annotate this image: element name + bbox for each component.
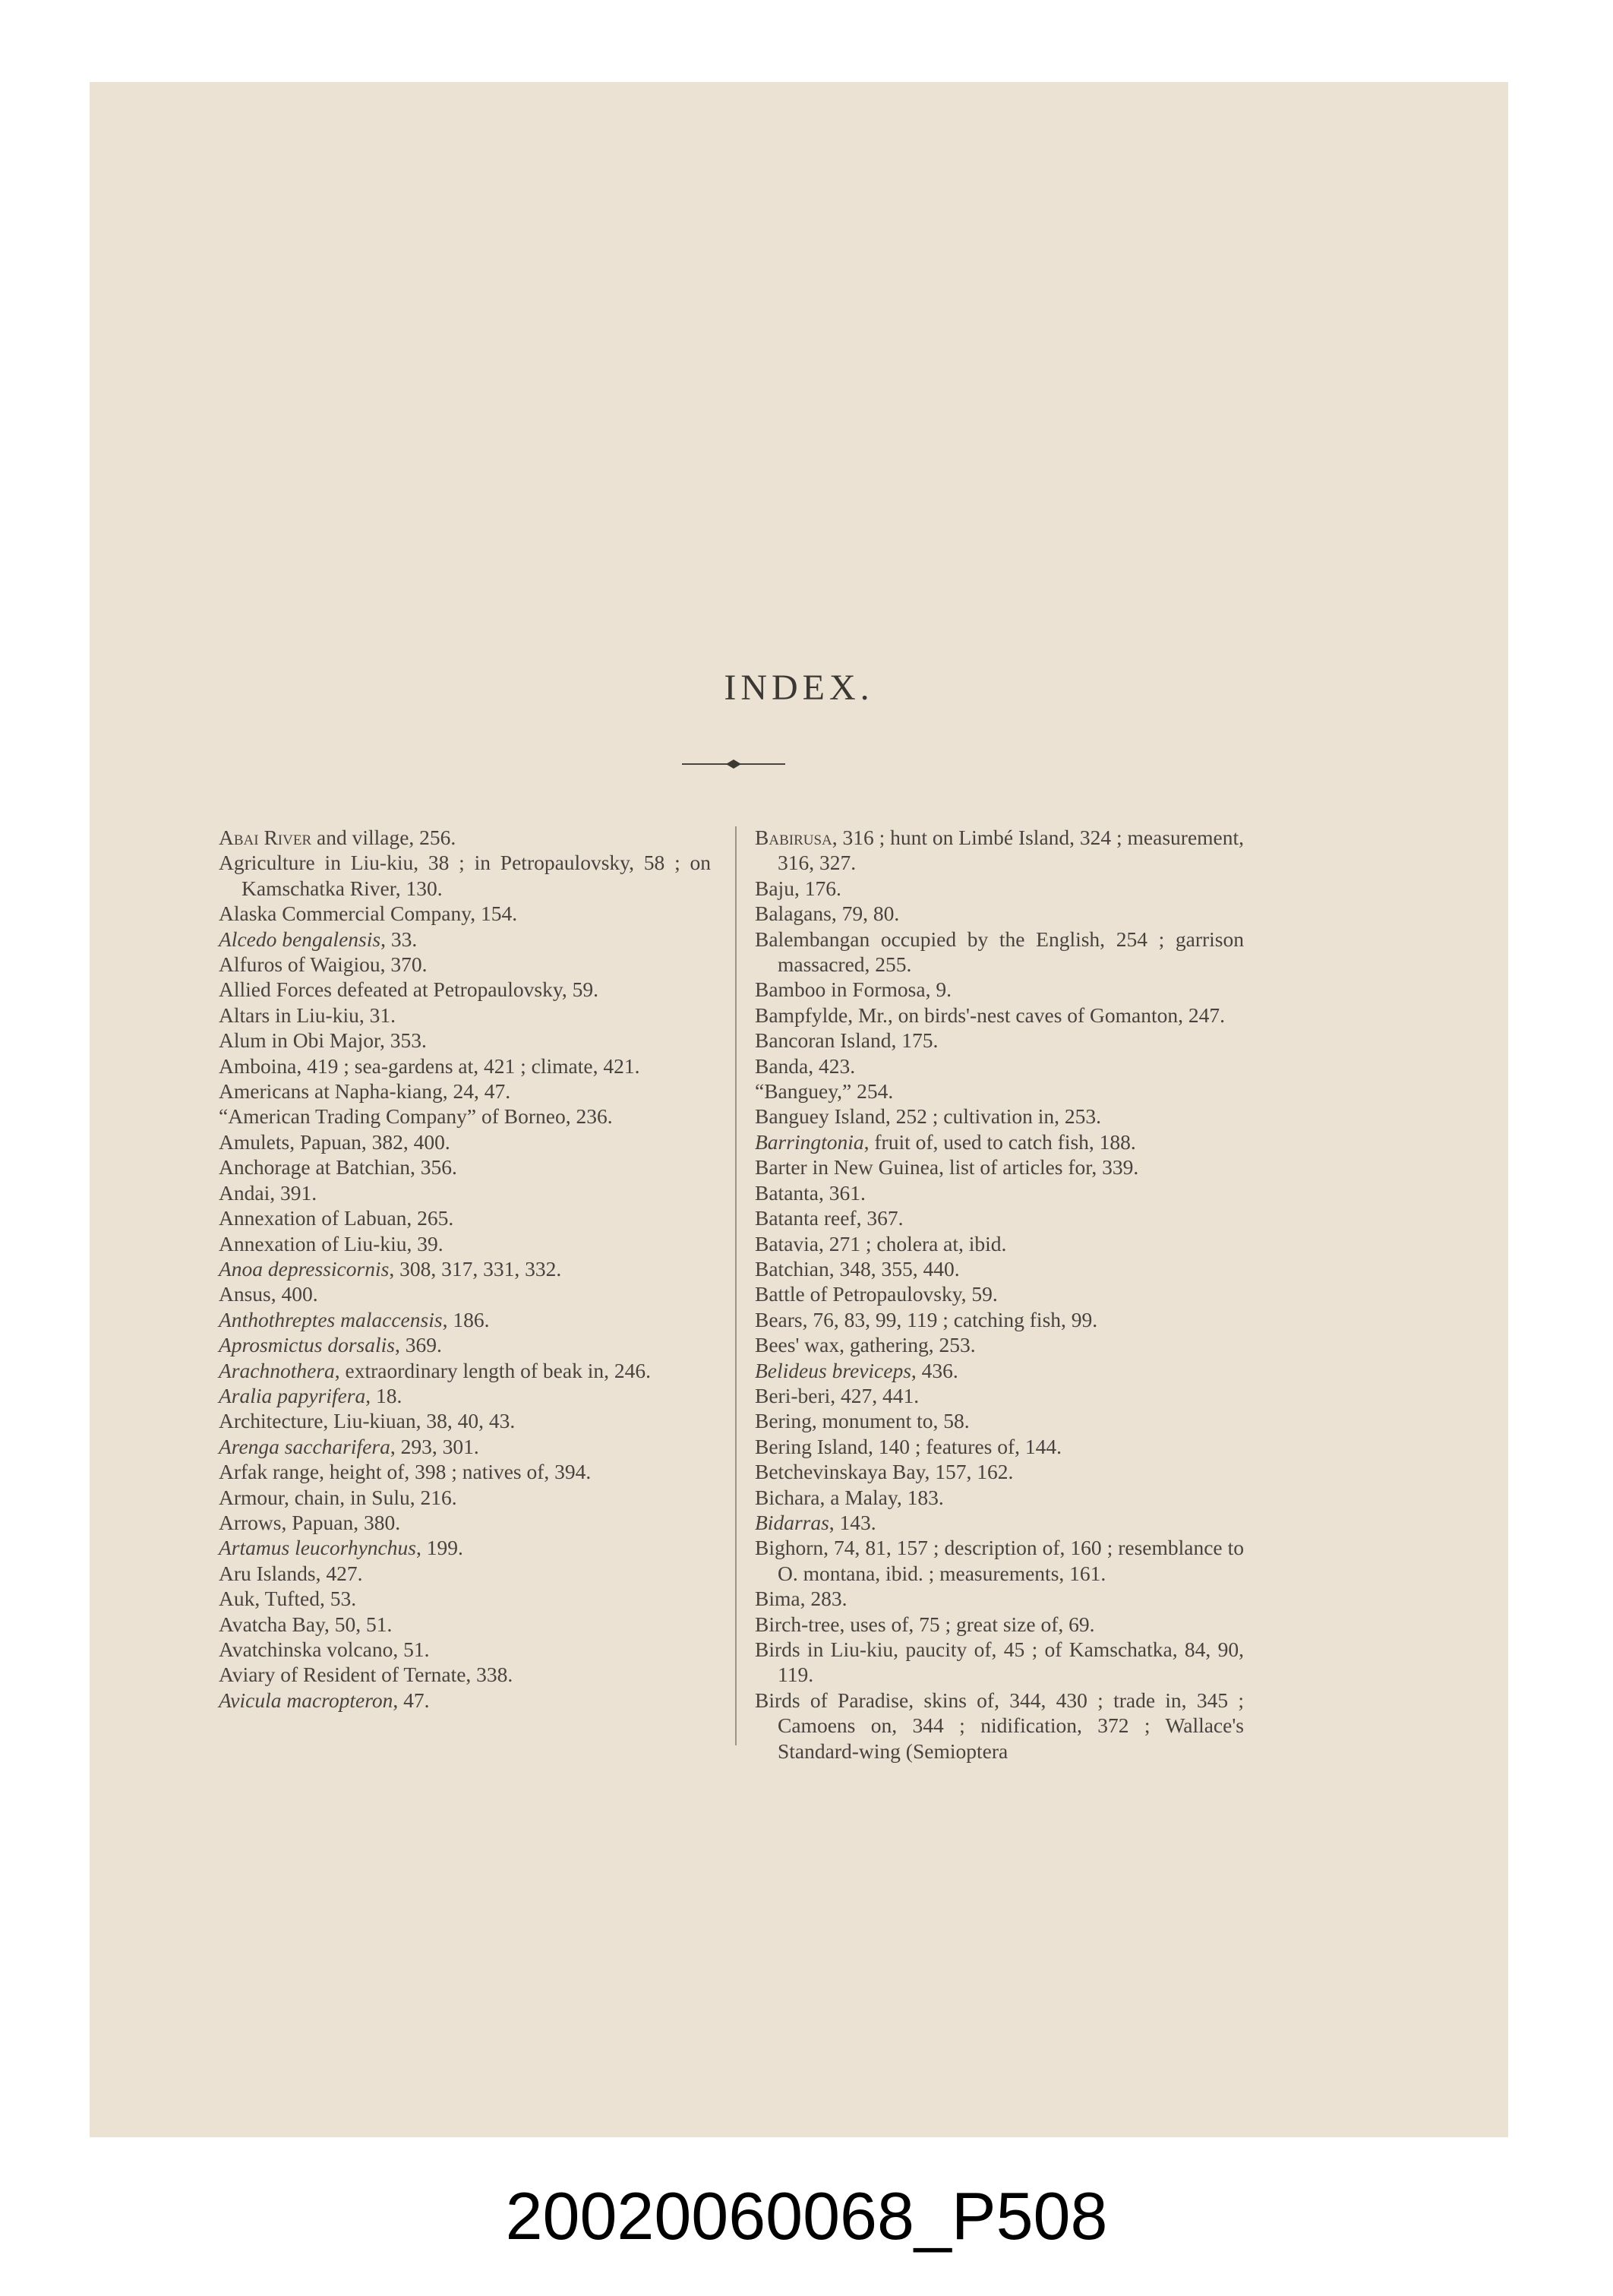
index-entry (219, 1459, 711, 1484)
index-entry-heading: Bighorn (755, 1536, 824, 1560)
index-entry-heading: Bidarras (755, 1510, 829, 1534)
index-entry (755, 1383, 1244, 1408)
index-entry (755, 1231, 1244, 1256)
index-entry-locators: , gathering, 253. (839, 1333, 976, 1357)
index-entry-locators: at Napha-kiang, 24, 47. (309, 1079, 511, 1104)
index-entry-heading: Belideus breviceps (755, 1358, 911, 1382)
index-entry-locators: , 293, 301. (390, 1434, 479, 1458)
index-entry (219, 1510, 711, 1535)
index-entry (755, 1586, 1244, 1611)
index-entry-locators: , 419 ; sea-gardens at, 421 ; climate, 421. (296, 1053, 640, 1078)
index-entry-heading: Allied Forces (219, 977, 332, 1002)
index-entry (219, 927, 711, 952)
title-ornament (682, 756, 785, 772)
index-entry (755, 1154, 1244, 1180)
index-entry (219, 1332, 711, 1357)
index-entry-locators: , monument to, 58. (811, 1409, 970, 1433)
index-entry-locators: of Labuan, 265. (316, 1206, 454, 1230)
index-entry (755, 825, 1244, 876)
index-entry-heading: Avatchinska volcano (219, 1638, 393, 1661)
index-entry-heading: Birds (755, 1638, 800, 1661)
index-entry-locators: in Obi Major, 353. (266, 1028, 427, 1053)
index-entry-locators: , 271 ; cholera at, ibid. (819, 1231, 1007, 1255)
index-entry (755, 927, 1244, 977)
index-entry-heading: Americans (219, 1079, 310, 1104)
index-entry (219, 1612, 711, 1637)
index-entry-heading: Alfuros (219, 952, 283, 977)
index-entry-locators: , 176. (794, 876, 841, 900)
index-entry-locators: , 369. (395, 1333, 442, 1357)
index-entry-locators: , 76, 83, 99, 119 ; catching fish, 99. (802, 1307, 1098, 1331)
index-entry (219, 1408, 711, 1433)
index-entry-heading: Alum (219, 1028, 267, 1053)
index-entry-locators: defeated at Petropaulovsky, 59. (331, 977, 598, 1002)
index-entry-locators: in Liu-kiu, paucity of, 45 ; of Kamschatka, 84, 90, 119. (778, 1638, 1244, 1687)
index-entry-locators: , Papuan, 382, 400. (289, 1129, 450, 1154)
index-entry-heading: Amboina (219, 1053, 297, 1078)
index-entry-locators: , 74, 81, 157 ; description of, 160 ; resemblance to O. montana, ibid. ; measurements, 161. (778, 1536, 1244, 1585)
index-entry-heading: Aviary (219, 1663, 276, 1687)
index-entry-locators: , Tufted, 53. (254, 1587, 357, 1611)
index-entry-locators: , 423. (808, 1053, 856, 1078)
index-entry-heading: Alcedo bengalensis (219, 927, 381, 951)
index-entry-locators: , 367. (856, 1206, 904, 1230)
index-entry-locators: , chain, in Sulu, 216. (283, 1485, 457, 1509)
index-entry-heading: “Banguey,” (755, 1079, 852, 1104)
index-entry-heading: Bears (755, 1307, 803, 1331)
index-entry-locators: , 252 ; cultivation in, 253. (885, 1104, 1101, 1129)
index-entry-heading: Auk (219, 1587, 255, 1611)
index-entry (755, 1434, 1244, 1459)
index-entry (219, 850, 711, 901)
index-entry-heading: Batanta reef (755, 1206, 857, 1230)
index-entry-locators: of Waigiou, 370. (283, 952, 428, 977)
index-entry (755, 1003, 1244, 1028)
index-entry-locators: in Liu-kiu, 31. (270, 1003, 396, 1027)
index-entry-heading: Aprosmictus dorsalis (219, 1333, 395, 1357)
index-entry-heading: Aru Islands (219, 1561, 316, 1585)
index-entry-locators: in New Guinea, list of articles for, 339. (806, 1155, 1139, 1180)
index-entry-locators: , Papuan, 380. (281, 1510, 401, 1534)
index-entry-heading: Agriculture (219, 851, 315, 875)
index-entry-heading: Bamboo (755, 977, 826, 1002)
index-entry-locators: , 175. (891, 1028, 939, 1053)
index-entry-locators: , 316 ; hunt on Limbé Island, 324 ; measurement, 316, 327. (778, 826, 1245, 875)
index-entry-locators: , extraordinary length of beak in, 246. (334, 1358, 651, 1382)
index-entry-heading: Anthothreptes malaccensis (219, 1307, 443, 1331)
index-entry-heading: Annexation (219, 1231, 317, 1255)
index-entry (219, 1383, 711, 1408)
index-entry-locators: 254. (851, 1079, 894, 1104)
index-entry (219, 1079, 711, 1104)
index-entry-locators: in Liu-kiu, 38 ; in Petropaulovsky, 58 ; on Kamschatka River, 130. (241, 851, 711, 900)
index-entry-heading: Bering (755, 1409, 812, 1433)
index-entry (755, 1332, 1244, 1357)
image-id-caption: 20020060068_P508 (505, 2178, 1108, 2253)
index-entry (755, 1053, 1244, 1079)
index-entry-locators: of Petropaulovsky, 59. (804, 1282, 998, 1306)
index-entry-heading: Avicula macropteron (219, 1688, 393, 1712)
index-entry-locators: , 436. (911, 1358, 958, 1382)
index-column-left (219, 825, 711, 1713)
index-entry (755, 1637, 1244, 1688)
index-entry-heading: Anchorage (219, 1155, 311, 1180)
index-entry-locators: , 348, 355, 440. (829, 1256, 960, 1281)
index-entry-heading: “American Trading Company” (219, 1104, 477, 1129)
index-entry-locators: of Liu-kiu, 39. (316, 1231, 443, 1255)
index-entry (219, 1561, 711, 1586)
index-entry-heading: Beri-beri (755, 1383, 831, 1407)
index-entry (755, 1459, 1244, 1484)
index-entry-locators: , 391. (270, 1180, 317, 1205)
index-entry-locators: , skins of, 344, 430 ; trade in, 345 ; Camoens on, 344 ; nidification, 372 ; Wallace's Standard-wing (Semioptera (778, 1688, 1244, 1763)
index-entry-heading: Barringtonia (755, 1129, 864, 1154)
index-entry-heading: Barter (755, 1155, 807, 1180)
column-divider (735, 826, 737, 1745)
index-entry-heading: Baju (755, 876, 794, 900)
index-entry (219, 901, 711, 926)
index-entry-heading: Arrows (219, 1510, 282, 1534)
index-entry-heading: Battle (755, 1282, 805, 1306)
index-entry-heading: Babirusa (755, 826, 832, 849)
index-entry (219, 1256, 711, 1281)
index-entry (755, 977, 1244, 1002)
index-entry-heading: Balagans (755, 902, 832, 926)
index-entry (755, 1408, 1244, 1433)
index-entry-locators: , 400. (270, 1282, 318, 1306)
index-entry-locators: , 33. (380, 927, 418, 951)
index-entry-heading: Banguey Island (755, 1104, 885, 1129)
index-entry (219, 1028, 711, 1053)
index-entry-locators: , uses of, 75 ; great size of, 69. (839, 1612, 1095, 1636)
index-entry (755, 1485, 1244, 1510)
index-entry (219, 1434, 711, 1459)
index-entry-locators: , a Malay, 183. (819, 1485, 944, 1509)
page-title: INDEX. (724, 668, 874, 708)
index-entry-locators: , Liu-kiuan, 38, 40, 43. (323, 1409, 516, 1433)
index-entry (219, 952, 711, 977)
index-entry (755, 1281, 1244, 1306)
index-entry-locators: of Resident of Ternate, 338. (275, 1663, 513, 1687)
index-entry-locators: , height of, 398 ; natives of, 394. (319, 1460, 592, 1484)
index-entry-locators: , 154. (470, 902, 518, 926)
index-entry-locators: , 427. (315, 1561, 363, 1585)
index-entry (755, 1129, 1244, 1154)
index-entry-heading: Batavia (755, 1231, 819, 1255)
index-entry-locators: , 51. (393, 1638, 430, 1661)
index-entry (755, 1688, 1244, 1764)
index-entry-locators: , 50, 51. (324, 1612, 393, 1636)
index-entry-locators: at Batchian, 356. (310, 1155, 457, 1180)
index-entry (219, 1688, 711, 1713)
index-entry-locators: and village, 256. (311, 826, 456, 849)
index-entry-heading: Bancoran Island (755, 1028, 892, 1053)
index-entry-heading: Bichara (755, 1485, 820, 1509)
index-entry-locators: , 143. (829, 1510, 876, 1534)
index-entry (219, 1129, 711, 1154)
index-entry-heading: Betchevinskaya Bay (755, 1460, 925, 1484)
index-entry-heading: Amulets (219, 1129, 290, 1154)
index-entry-locators: , 79, 80. (831, 902, 900, 926)
index-entry-heading: Batanta (755, 1180, 819, 1205)
index-entry (755, 1307, 1244, 1332)
index-entry-heading: Birds of Paradise (755, 1688, 909, 1712)
index-entry (219, 1053, 711, 1079)
index-entry-heading: Arachnothera (219, 1358, 335, 1382)
index-entry-heading: Armour (219, 1485, 284, 1509)
index-entry (755, 1358, 1244, 1383)
index-entry-heading: Altars (219, 1003, 270, 1027)
index-entry (755, 876, 1244, 901)
index-entry-locators: , 427, 441. (830, 1383, 920, 1407)
index-entry-locators: , 140 ; features of, 144. (867, 1434, 1062, 1458)
index-entry (755, 1612, 1244, 1637)
index-entry (219, 977, 711, 1002)
index-entry-heading: Balembangan (755, 927, 870, 951)
index-entry-heading: Aralia papyrifera (219, 1383, 366, 1407)
index-entry (219, 1307, 711, 1332)
index-entry (219, 1358, 711, 1383)
index-entry-heading: Architecture (219, 1409, 324, 1433)
index-entry-locators: in Formosa, 9. (825, 977, 952, 1002)
index-entry (219, 1485, 711, 1510)
index-entry-locators: , 283. (800, 1587, 848, 1611)
index-entry-locators: , 308, 317, 331, 332. (389, 1256, 562, 1281)
index-entry (219, 1637, 711, 1662)
index-entry (219, 1180, 711, 1205)
index-entry-locators: , 157, 162. (924, 1460, 1014, 1484)
index-entry (219, 1535, 711, 1560)
index-entry-locators: of Borneo, 236. (476, 1104, 613, 1129)
index-entry-heading: Andai (219, 1180, 270, 1205)
index-entry (219, 825, 711, 850)
index-entry (755, 1510, 1244, 1535)
index-entry-heading: Birch-tree (755, 1612, 840, 1636)
index-entry (755, 1028, 1244, 1053)
index-entry-heading: Batchian (755, 1256, 829, 1281)
index-entry-locators: , 361. (819, 1180, 866, 1205)
index-entry-locators: , 186. (442, 1307, 490, 1331)
index-entry (219, 1662, 711, 1687)
index-entry (755, 1256, 1244, 1281)
index-entry-heading: Alaska Commercial Company (219, 902, 471, 926)
index-entry (755, 1535, 1244, 1586)
index-entry-heading: Anoa depressicornis (219, 1256, 390, 1281)
index-entry-heading: Avatcha Bay (219, 1612, 324, 1636)
index-entry-heading: Arenga saccharifera (219, 1434, 390, 1458)
index-entry-heading: Abai River (219, 826, 312, 849)
index-entry (755, 1180, 1244, 1205)
index-entry-heading: Arfak range (219, 1460, 320, 1484)
index-entry (219, 1104, 711, 1129)
index-entry-locators: , fruit of, used to catch fish, 188. (863, 1129, 1136, 1154)
scanned-page (90, 82, 1508, 2137)
index-entry-heading: Bering Island (755, 1434, 868, 1458)
index-column-right (755, 825, 1244, 1764)
index-entry (755, 1104, 1244, 1129)
index-entry-locators: , 199. (415, 1536, 463, 1560)
index-entry (219, 1003, 711, 1028)
index-entry-heading: Ansus (219, 1282, 271, 1306)
index-entry-heading: Artamus leucorhynchus (219, 1536, 416, 1560)
index-entry-heading: Annexation (219, 1206, 317, 1230)
index-entry-heading: Bampfylde, Mr. (755, 1003, 888, 1027)
index-entry-locators: , 18. (365, 1383, 402, 1407)
index-entry-locators: occupied by the English, 254 ; garrison massacred, 255. (778, 927, 1244, 977)
index-entry (755, 901, 1244, 926)
index-entry (755, 1205, 1244, 1230)
index-entry-locators: , 47. (393, 1688, 430, 1712)
index-entry-heading: Banda (755, 1053, 809, 1078)
index-entry (219, 1586, 711, 1611)
index-entry (219, 1205, 711, 1230)
index-entry (219, 1231, 711, 1256)
index-entry (219, 1154, 711, 1180)
index-entry-locators: , on birds'-nest caves of Gomanton, 247. (887, 1003, 1226, 1027)
index-entry-heading: Bees' wax (755, 1333, 840, 1357)
index-entry (219, 1281, 711, 1306)
index-entry-heading: Bima (755, 1587, 800, 1611)
index-entry (755, 1079, 1244, 1104)
